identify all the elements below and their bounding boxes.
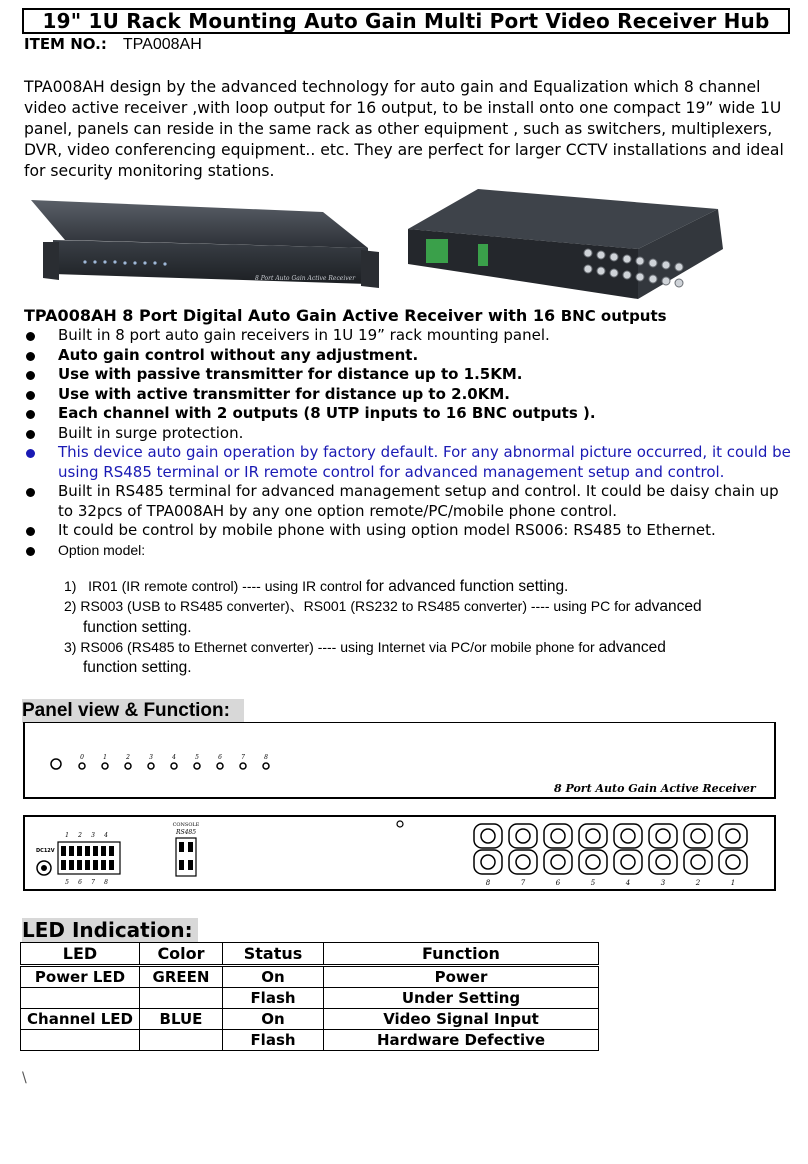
table-cell: Power — [324, 966, 599, 988]
terminal-number: 2 — [78, 832, 82, 839]
table-cell: GREEN — [140, 966, 223, 988]
column-header: Color — [140, 943, 223, 966]
table-cell — [21, 1030, 140, 1051]
option-item-1: 1) IR01 (IR remote control) ---- using IR control for advanced function setting. — [64, 578, 569, 595]
product-photo-rear — [398, 189, 730, 304]
panel-diagram — [22, 722, 782, 894]
power-led-icon — [51, 759, 61, 769]
led-indication-table — [20, 942, 599, 1051]
led-icon — [79, 763, 85, 769]
led-number: 2 — [126, 754, 130, 761]
feature-item: Option model: — [24, 541, 794, 561]
option-item-3: 3) RS006 (RS485 to Ethernet converter) ---- using Internet via PC/or mobile phone for advanced — [64, 639, 666, 656]
bnc-number: 3 — [660, 879, 666, 887]
product-section-heading — [24, 306, 667, 325]
feature-item: Use with active transmitter for distance up to 2.0KM. — [24, 385, 794, 405]
table-cell: Video Signal Input — [324, 1009, 599, 1030]
section-heading-tail: BNC outputs — [560, 307, 667, 325]
led-number: 7 — [241, 754, 245, 761]
product-photo-front — [23, 200, 386, 304]
led-icon — [102, 763, 108, 769]
bullet-icon — [26, 488, 35, 497]
bnc-number: 2 — [695, 879, 701, 887]
footer-mark: \ — [22, 1070, 27, 1086]
led-icon — [194, 763, 200, 769]
bullet-icon — [26, 410, 35, 419]
table-cell: Channel LED — [21, 1009, 140, 1030]
led-icon — [148, 763, 154, 769]
section-heading-main: TPA008AH 8 Port Digital Auto Gain Active Receiver with 16 — [24, 306, 556, 325]
bnc-number: 6 — [555, 879, 561, 887]
led-number: 3 — [149, 754, 153, 761]
led-number: 5 — [195, 754, 199, 761]
led-icon — [125, 763, 131, 769]
item-number-value: TPA008AH — [122, 36, 202, 53]
option-item-2: 2) RS003 (USB to RS485 converter)、RS001 (RS232 to RS485 converter) ---- using PC for advanced — [64, 598, 702, 615]
intro-paragraph: TPA008AH design by the advanced technology for auto gain and Equalization which 8 channel video active receiver ,with loop output for 16 output, to be install onto one compact 19” wide 1U panel, panels can reside in the same rack as other equipment , such as switchers, multiplexers, DVR, video conferencing equipment.. etc. They are perfect for larger CCTV installations and ideal for security monitoring stations. — [24, 78, 784, 180]
column-header: Status — [223, 943, 324, 966]
panel-view-heading: Panel view & Function: — [22, 699, 244, 723]
bullet-icon — [26, 527, 35, 536]
bullet-icon — [26, 332, 35, 341]
photo-front-label: 8 Port Auto Gain Active Receiver — [255, 275, 356, 282]
table-row — [21, 966, 599, 988]
column-header: LED — [21, 943, 140, 966]
table-row — [21, 1009, 599, 1030]
feature-item: It could be control by mobile phone with using option model RS006: RS485 to Ethernet. — [24, 521, 794, 541]
table-cell: Flash — [223, 1030, 324, 1051]
item-number-label: ITEM NO.: — [24, 35, 107, 53]
led-number: 1 — [103, 754, 107, 761]
table-cell — [21, 988, 140, 1009]
feature-item: Built in surge protection. — [24, 424, 794, 444]
bnc-number: 5 — [590, 879, 596, 887]
table-header-row — [21, 943, 599, 966]
bullet-icon — [26, 371, 35, 380]
terminal-number: 1 — [65, 832, 69, 839]
document-title: 19" 1U Rack Mounting Auto Gain Multi Port Video Receiver Hub — [22, 8, 790, 34]
led-icon — [217, 763, 223, 769]
bnc-number: 8 — [485, 879, 491, 887]
option-item-3-continued: function setting. — [83, 659, 192, 676]
led-number: 0 — [80, 754, 84, 761]
bullet-icon — [26, 430, 35, 439]
screw-icon — [397, 821, 403, 827]
bnc-number: 7 — [520, 879, 526, 887]
table-row — [21, 988, 599, 1009]
table-cell: Power LED — [21, 966, 140, 988]
terminal-number: 5 — [65, 879, 69, 886]
table-cell: On — [223, 966, 324, 988]
feature-item: Built in RS485 terminal for advanced management setup and control. It could be daisy chain up to 32pcs of TPA008AH by any one option remote/PC/mobile phone control. — [24, 482, 794, 521]
feature-item: Auto gain control without any adjustment. — [24, 346, 794, 366]
feature-item-highlight: This device auto gain operation by factory default. For any abnormal picture occurred, it could be using RS485 terminal or IR remote control for advanced management setup and control. — [24, 443, 794, 482]
power-label: DC12V — [36, 848, 55, 854]
bullet-icon — [26, 352, 35, 361]
power-jack-pin-icon — [41, 865, 47, 871]
table-cell: Flash — [223, 988, 324, 1009]
feature-item: Use with passive transmitter for distance up to 1.5KM. — [24, 365, 794, 385]
rs485-label: RS485 — [175, 829, 197, 836]
option-item-2-continued: function setting. — [83, 619, 192, 636]
table-cell: BLUE — [140, 1009, 223, 1030]
led-icon — [171, 763, 177, 769]
terminal-number: 6 — [78, 879, 82, 886]
terminal-number: 3 — [91, 832, 95, 839]
item-number — [24, 35, 202, 54]
led-number: 8 — [264, 754, 268, 761]
led-number: 6 — [218, 754, 222, 761]
column-header: Function — [324, 943, 599, 966]
led-icon — [263, 763, 269, 769]
table-cell — [140, 1030, 223, 1051]
led-number: 4 — [172, 754, 176, 761]
terminal-number: 8 — [104, 879, 108, 886]
bullet-icon — [26, 547, 35, 556]
bnc-number: 1 — [730, 879, 736, 887]
bullet-icon — [26, 391, 35, 400]
terminal-number: 7 — [91, 879, 95, 886]
table-cell — [140, 988, 223, 1009]
front-panel-label: 8 Port Auto Gain Active Receiver — [554, 782, 756, 795]
table-cell: Hardware Defective — [324, 1030, 599, 1051]
table-cell: Under Setting — [324, 988, 599, 1009]
bnc-number: 4 — [625, 879, 631, 887]
table-cell: On — [223, 1009, 324, 1030]
console-label: CONSOLE — [172, 822, 200, 828]
bullet-icon — [26, 449, 35, 458]
terminal-number: 4 — [104, 832, 108, 839]
led-indication-heading: LED Indication: — [22, 918, 198, 942]
feature-item: Built in 8 port auto gain receivers in 1U 19” rack mounting panel. — [24, 326, 794, 346]
feature-item: Each channel with 2 outputs (8 UTP inputs to 16 BNC outputs ). — [24, 404, 794, 424]
led-icon — [240, 763, 246, 769]
feature-list — [24, 326, 794, 560]
table-row — [21, 1030, 599, 1051]
